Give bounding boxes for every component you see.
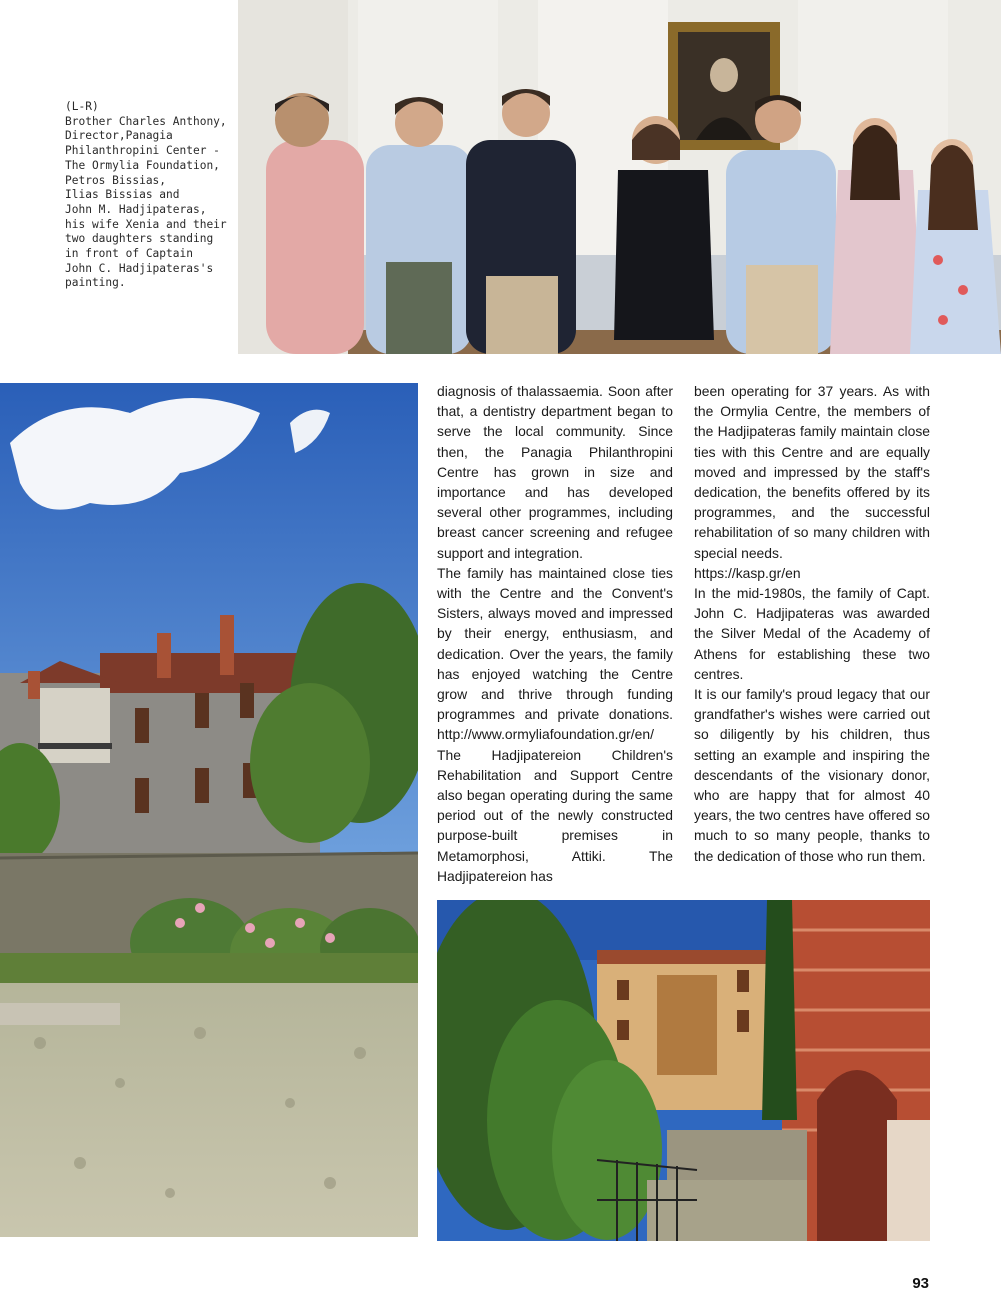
link-text: https://kasp.gr/en [694,564,801,581]
monastery-building-photo [0,383,418,1237]
paragraph: It is our family's proud legacy that our grandfather's wishes were carried out so diligently by his children, thus setting an example and inspiring the descendants of the visionary donor, who are happy that for almost 40 years, the two centres have offered so much to so many people, thanks to the dedication of those who run them. [694,686,930,864]
paragraph: The family has maintained close ties with the Centre and the Convent's Sisters, always moved and impressed by their energy, enthusiasm, and dedication. Over the years, the family has enjoyed watching the Centre grow and thrive through funding programmes and private donations. http://www.ormyliafoundation.gr/en/ [437,564,673,743]
courtyard-photo [437,900,930,1241]
paragraph: The Hadjipatereion Children's Rehabilitation and Support Centre also began operating during the same period out of the newly constructed purpose-built premises in Metamorphosi, Attiki. The Hadjipatereion has [437,746,673,884]
group-photo [238,0,1001,354]
photo-caption: (L-R) Brother Charles Anthony, Director,Panagia Philanthropini Center - The Ormylia Foundation, Petros Bissias, Ilias Bissias and John M. Hadjipateras, his wife Xenia and their two daughters standing in front of Captain John C. Hadjipateras's painting. [65,100,227,290]
paragraph: In the mid-1980s, the family of Capt. John C. Hadjipateras was awarded the Silver Medal of the Academy of Athens for establishing these two centres. [694,585,930,682]
text-column-1 [437,381,673,886]
paragraph: been operating for 37 years. As with the Ormylia Centre, the members of the Hadjipateras family maintain close ties with this Centre and are equally moved and impressed by the staff's dedication, the benefits offered by its programmes, and the successful rehabilitation of so many children with special needs. [694,383,930,561]
text-column-2 [694,381,930,866]
page-number: 93 [912,1275,929,1292]
paragraph: diagnosis of thalassaemia. Soon after that, a dentistry department began to serve the local community. Since then, the Panagia Philanthropini Centre has grown in size and importance and has developed several other programmes, including breast cancer screening and refugee support and integration. [437,383,673,561]
